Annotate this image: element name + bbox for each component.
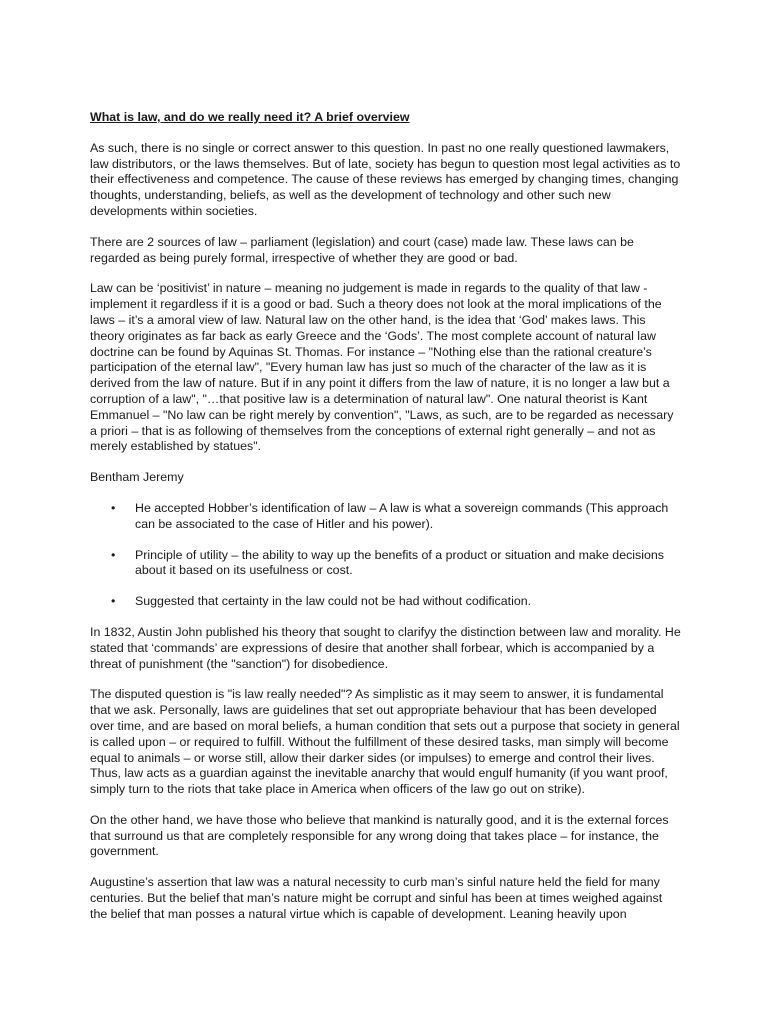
paragraph-positivist-natural-law: Law can be ‘positivist’ in nature – meaning no judgement is made in regards to the quality of that law - implement it regardless if it is a good or bad. Such a theory does not look at the moral implications of the laws – it’s a amoral view of law. Natural law on the other hand, is the idea that ‘God’ makes laws. This theory originates as far back as early Greece and the ‘Gods’. The most complete account of natural law doctrine can be found by Aquinas St. Thomas. For instance – "Nothing else than the rational creature’s participation of the eternal law", "Every human law has just so much of the character of the law as it is derived from the law of nature. But if in any point it differs from the law of nature, it is no longer a law but a corruption of a law", "…that positive law is a determination of natural law". One natural theorist is Kant Emmanuel – "No law can be right merely by convention", "Laws, as such, are to be regarded as necessary a priori – that is as following of themselves from the conceptions of external right generally – and not as merely established by statues". bbox=[90, 281, 674, 454]
paragraph-other-hand: On the other hand, we have those who believe that mankind is naturally good, and it is the external forces that surround us that are completely responsible for any wrong doing that takes place – for instance, the government. bbox=[90, 812, 669, 859]
list-item bbox=[90, 594, 682, 610]
bullet-icon: • bbox=[111, 594, 116, 609]
bentham-bullet-list bbox=[90, 501, 682, 610]
document-title: What is law, and do we really need it? A brief overview bbox=[90, 110, 410, 124]
paragraph-sources-of-law: There are 2 sources of law – parliament (legislation) and court (case) made law. These laws can be regarded as being purely formal, irrespective of whether they are good or bad. bbox=[90, 234, 634, 265]
bullet-icon: • bbox=[111, 547, 116, 562]
paragraph-augustine: Augustine’s assertion that law was a natural necessity to curb man’s sinful nature held the field for many centuries. But the belief that man’s nature might be corrupt and sinful has been at times weighed against the belief that man posses a natural virtue which is capable of development. Leaning heavily upon bbox=[90, 875, 663, 921]
bullet-icon: • bbox=[111, 500, 116, 515]
list-item-text: Principle of utility – the ability to way up the benefits of a product or situation and make decisions about it based on its usefulness or cost. bbox=[135, 547, 664, 578]
document-page bbox=[90, 110, 682, 938]
paragraph-bentham-heading: Bentham Jeremy bbox=[90, 470, 184, 485]
list-item-text: He accepted Hobber’s identification of law – A law is what a sovereign commands (This approach can be associated to the case of Hitler and his power). bbox=[135, 500, 669, 531]
paragraph-austin: In 1832, Austin John published his theory that sought to clarifyy the distinction between law and morality. He stated that ‘commands’ are expressions of desire that another shall forbear, which is accompanied by a threat of punishment (the "sanction") for disobedience. bbox=[90, 624, 681, 671]
paragraph-disputed-question: The disputed question is "is law really needed"? As simplistic as it may seem to answer, it is fundamental that we ask. Personally, laws are guidelines that set out appropriate behaviour that has been developed over time, and are based on moral beliefs, a human condition that sets out a purpose that society in general is called upon – or required to fulfill. Without the fulfillment of these desired tasks, man simply will become equal to animals – or worse still, allow their darker sides (or impulses) to emerge and control their lives. Thus, law acts as a guardian against the inevitable anarchy that would engulf humanity (if you want proof, simply turn to the riots that take place in America when officers of the law go out on strike). bbox=[90, 687, 680, 797]
list-item bbox=[90, 501, 682, 533]
list-item bbox=[90, 548, 682, 580]
paragraph-intro: As such, there is no single or correct answer to this question. In past no one really questioned lawmakers, law distributors, or the laws themselves. But of late, society has begun to question most legal activities as to their effectiveness and competence. The cause of these reviews has emerged by changing times, changing thoughts, understanding, beliefs, as well as the development of technology and other such new developments within societies. bbox=[90, 140, 681, 218]
list-item-text: Suggested that certainty in the law could not be had without codification. bbox=[135, 594, 532, 609]
